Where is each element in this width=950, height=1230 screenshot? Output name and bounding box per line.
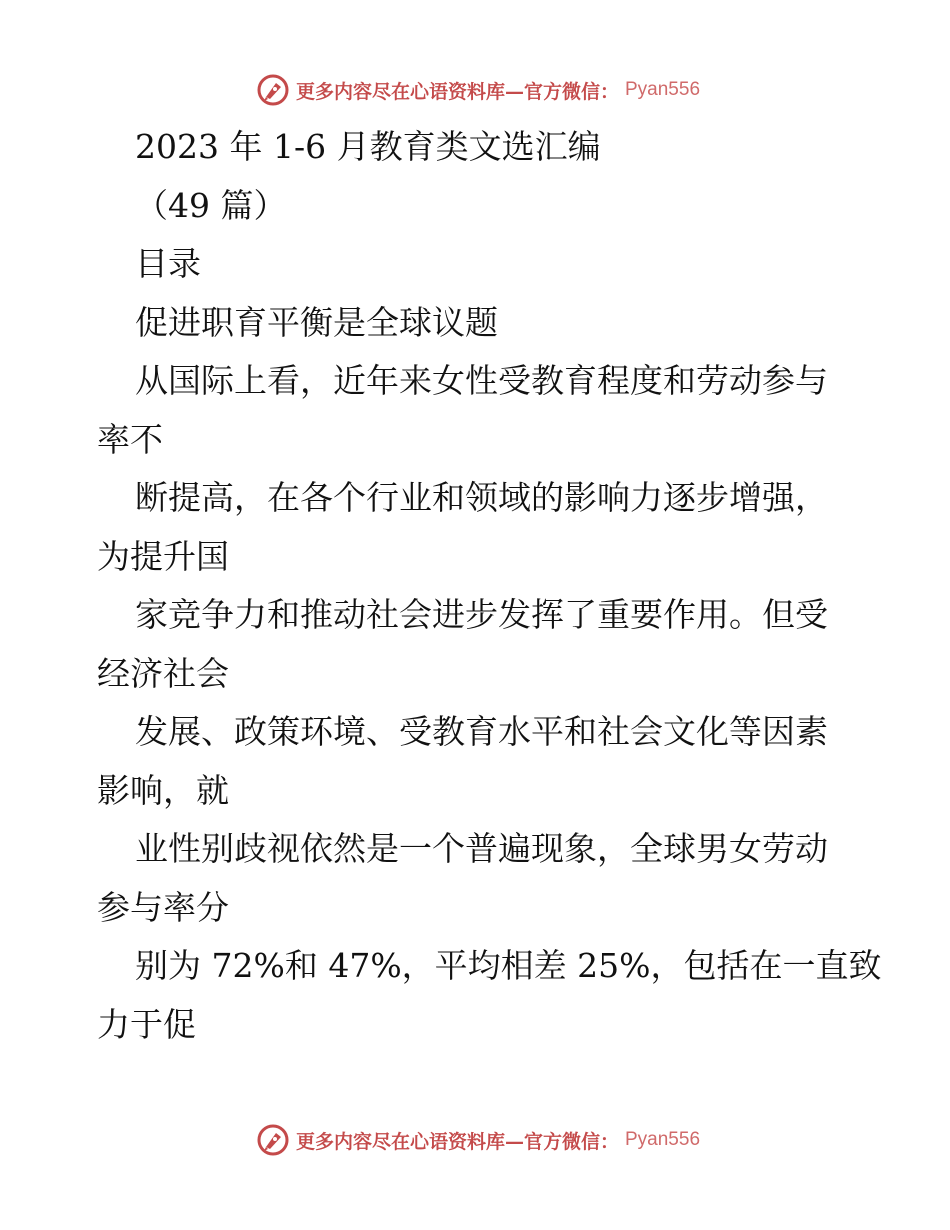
footer-wechat-id: Pyan556 (625, 1129, 701, 1150)
header-banner (0, 70, 950, 110)
paragraph-line: 经济社会 (97, 653, 229, 693)
pen-nib-circle-icon (256, 73, 290, 107)
pen-nib-circle-icon (256, 1123, 290, 1157)
paragraph-line: 参与率分 (97, 887, 229, 927)
toc-heading: 目录 (135, 244, 201, 283)
header-wechat-id: Pyan556 (625, 79, 701, 100)
paragraph-line: 力于促 (97, 1004, 196, 1044)
section-heading: 促进职育平衡是全球议题 (135, 302, 498, 342)
paragraph-line: 为提升国 (97, 536, 229, 576)
header-banner-content (256, 73, 700, 107)
paragraph-line: 率不 (97, 419, 163, 459)
paragraph-line: 影响，就 (97, 770, 229, 810)
paragraph-line: 业性别歧视依然是一个普遍现象，全球男女劳动 (135, 829, 828, 868)
document-subtitle: （49 篇） (135, 185, 287, 225)
paragraph-line: 家竞争力和推动社会进步发挥了重要作用。但受 (135, 595, 828, 634)
paragraph-line: 发展、政策环境、受教育水平和社会文化等因素 (135, 712, 828, 751)
paragraph-line: 断提高，在各个行业和领域的影响力逐步增强， (135, 478, 828, 517)
footer-banner (0, 1120, 950, 1160)
document-title: 2023 年 1-6 月教育类文选汇编 (135, 127, 601, 166)
document-body (97, 118, 882, 1054)
header-banner-text: 更多内容尽在心语资料库—官方微信： (295, 80, 619, 103)
paragraph-line: 从国际上看，近年来女性受教育程度和劳动参与 (135, 361, 828, 400)
footer-banner-text: 更多内容尽在心语资料库—官方微信： (295, 1130, 619, 1153)
paragraph-line: 别为 72%和 47%，平均相差 25%，包括在一直致 (135, 946, 882, 985)
footer-banner-content (256, 1123, 700, 1157)
